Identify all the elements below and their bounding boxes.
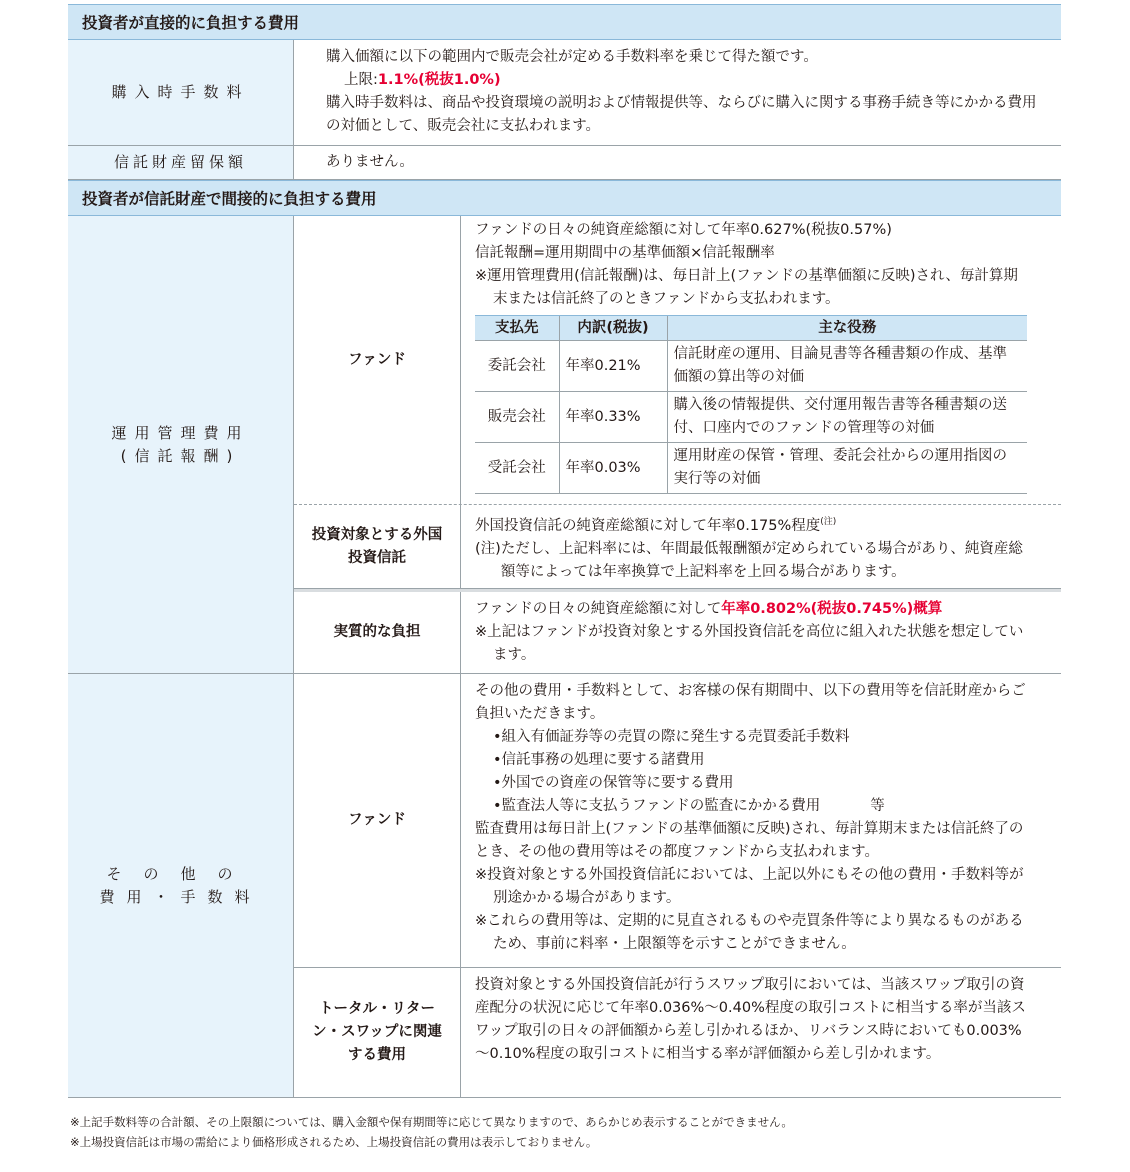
foreign-trust-note bbox=[475, 538, 1031, 584]
service-cell: 運用財産の保管・管理、委託会社からの運用指図の実行等の対価 bbox=[667, 443, 1027, 494]
other-fund-note1: ※投資対象とする外国投資信託においては、上記以外にもその他の費用・手数料等が別途かかる場合があります。 bbox=[475, 867, 1024, 906]
list-item-last bbox=[475, 795, 1031, 818]
payee-cell: 委託会社 bbox=[475, 341, 559, 392]
rate-cell: 年率0.21% bbox=[559, 341, 667, 392]
foreign-trust-label: 投資対象とする外国投資信託 bbox=[294, 505, 461, 588]
list-item-text: •監査法人等に支払うファンドの監査にかかる費用 bbox=[493, 798, 821, 814]
foreign-trust-rate: 外国投資信託の純資産総額に対して年率0.175%程度 bbox=[475, 517, 821, 534]
purchase-fee-limit-value: 1.1%(税抜1.0%) bbox=[377, 72, 501, 88]
header-payee: 支払先 bbox=[475, 316, 559, 341]
header-services: 主な役務 bbox=[667, 316, 1027, 341]
management-fund-content bbox=[461, 216, 1061, 504]
other-fund-row bbox=[294, 674, 1061, 968]
foreign-trust-sup: (注) bbox=[820, 517, 837, 527]
table-row bbox=[475, 443, 1027, 494]
section-direct-costs-title: 投資者が直接的に負担する費用 bbox=[68, 4, 1061, 40]
purchase-fee-limit-prefix: 上限: bbox=[344, 72, 378, 88]
purchase-fee-content bbox=[294, 40, 1061, 145]
effective-burden-prefix: ファンドの日々の純資産総額に対して bbox=[475, 601, 722, 617]
list-item: •外国での資産の保管等に要する費用 bbox=[493, 775, 734, 791]
list-item: •組入有価証券等の売買の際に発生する売買委託手数料 bbox=[493, 729, 850, 745]
management-fee-row bbox=[68, 216, 1061, 674]
payee-cell: 販売会社 bbox=[475, 392, 559, 443]
swap-label: トータル・リターン・スワップに関連する費用 bbox=[294, 968, 461, 1097]
other-fees-label-line2: 費用・手数料 bbox=[99, 887, 262, 906]
purchase-fee-limit bbox=[326, 69, 1049, 92]
other-fees-row bbox=[68, 674, 1061, 1098]
effective-burden-label: 実質的な負担 bbox=[294, 592, 461, 673]
purchase-fee-line1: 購入価額に以下の範囲内で販売会社が定める手数料率を乗じて得た額です。 bbox=[326, 49, 818, 65]
rate-cell: 年率0.03% bbox=[559, 443, 667, 494]
footnotes bbox=[70, 1112, 793, 1152]
effective-burden-note: ※上記はファンドが投資対象とする外国投資信託を高位に組入れた状態を想定しています。 bbox=[475, 624, 1024, 663]
swap-row bbox=[294, 968, 1061, 1097]
table-row bbox=[475, 341, 1027, 392]
other-fees-subrows bbox=[294, 674, 1061, 1097]
effective-burden-content bbox=[461, 592, 1061, 673]
other-fund-note2: ※これらの費用等は、定期的に見直されるものや売買条件等により異なるものがあるため、事前に料率・上限額等を示すことができません。 bbox=[475, 913, 1024, 952]
other-fund-content bbox=[461, 674, 1061, 967]
effective-burden-rate: 年率0.802%(税抜0.745%)概算 bbox=[721, 601, 943, 617]
other-fund-audit: 監査費用は毎日計上(ファンドの基準価額に反映)され、毎計算期末または信託終了のとき、その他の費用等はその都度ファンドから支払われます。 bbox=[475, 821, 1024, 860]
foreign-trust-line1 bbox=[475, 511, 1031, 538]
retention-value: ありません。 bbox=[326, 154, 414, 170]
list-etc: 等 bbox=[870, 798, 885, 814]
foreign-trust-note-text: ただし、上記料率には、年間最低報酬額が定められている場合があり、純資産総額等によっては年率換算で上記料率を上回る場合があります。 bbox=[500, 540, 1023, 580]
foreign-trust-note-prefix: (注) bbox=[475, 540, 501, 557]
other-fund-intro: その他の費用・手数料として、お客様の保有期間中、以下の費用等を信託財産からご負担いただきます。 bbox=[475, 683, 1026, 722]
management-fund-line2: 信託報酬=運用期間中の基準価額×信託報酬率 bbox=[475, 245, 775, 261]
list-item: •信託事務の処理に要する諸費用 bbox=[493, 752, 705, 768]
foreign-trust-content bbox=[461, 505, 1061, 588]
other-fees-label bbox=[68, 674, 294, 1097]
payee-cell: 受託会社 bbox=[475, 443, 559, 494]
fee-breakdown-table bbox=[475, 315, 1027, 494]
effective-burden-line1 bbox=[475, 598, 1031, 621]
management-fund-row bbox=[294, 216, 1061, 505]
table-row bbox=[475, 392, 1027, 443]
other-fees-label-line1: その他の bbox=[106, 864, 255, 883]
management-fund-line3: ※運用管理費用(信託報酬)は、毎日計上(ファンドの基準価額に反映)され、毎計算期末または信託終了のときファンドから支払われます。 bbox=[475, 268, 1018, 307]
management-fee-label-line2: (信託報酬) bbox=[120, 446, 241, 465]
purchase-fee-line3: 購入時手数料は、商品や投資環境の説明および情報提供等、ならびに購入に関する事務手続き等にかかる費用の対価として、販売会社に支払われます。 bbox=[326, 95, 1037, 134]
purchase-fee-row bbox=[68, 40, 1061, 146]
other-fund-label: ファンド bbox=[294, 674, 461, 967]
section-indirect-costs-title: 投資者が信託財産で間接的に負担する費用 bbox=[68, 180, 1061, 216]
management-fee-subrows bbox=[294, 216, 1061, 673]
management-fund-label: ファンド bbox=[294, 216, 461, 504]
purchase-fee-label: 購入時手数料 bbox=[68, 40, 294, 145]
service-cell: 信託財産の運用、目論見書等各種書類の作成、基準価額の算出等の対価 bbox=[667, 341, 1027, 392]
management-fund-line1: ファンドの日々の純資産総額に対して年率0.627%(税抜0.57%) bbox=[475, 222, 892, 238]
header-breakdown: 内訳(税抜) bbox=[559, 316, 667, 341]
fee-table bbox=[68, 4, 1061, 1098]
foreign-trust-row bbox=[294, 505, 1061, 589]
management-fee-label-line1: 運用管理費用 bbox=[111, 423, 250, 442]
fee-breakdown-header bbox=[475, 316, 1027, 341]
management-fee-label bbox=[68, 216, 294, 673]
retention-row bbox=[68, 146, 1061, 180]
service-cell: 購入後の情報提供、交付運用報告書等各種書類の送付、口座内でのファンドの管理等の対価 bbox=[667, 392, 1027, 443]
footnote-1: ※上記手数料等の合計額、その上限額については、購入金額や保有期間等に応じて異なりますので、あらかじめ表示することができません。 bbox=[70, 1115, 793, 1129]
retention-label: 信託財産留保額 bbox=[68, 146, 294, 179]
effective-burden-row bbox=[294, 589, 1061, 673]
rate-cell: 年率0.33% bbox=[559, 392, 667, 443]
footnote-2: ※上場投資信託は市場の需給により価格形成されるため、上場投資信託の費用は表示しておりません。 bbox=[70, 1135, 598, 1149]
swap-content: 投資対象とする外国投資信託が行うスワップ取引においては、当該スワップ取引の資産配分の状況に応じて年率0.036%～0.40%程度の取引コストに相当する率が当該スワップ取引の日々の評価額から差し引かれるほか、リバランス時においても0.003%～0.10%程度の取引コストに相当する率が評価額から差し引かれます。 bbox=[475, 977, 1026, 1062]
